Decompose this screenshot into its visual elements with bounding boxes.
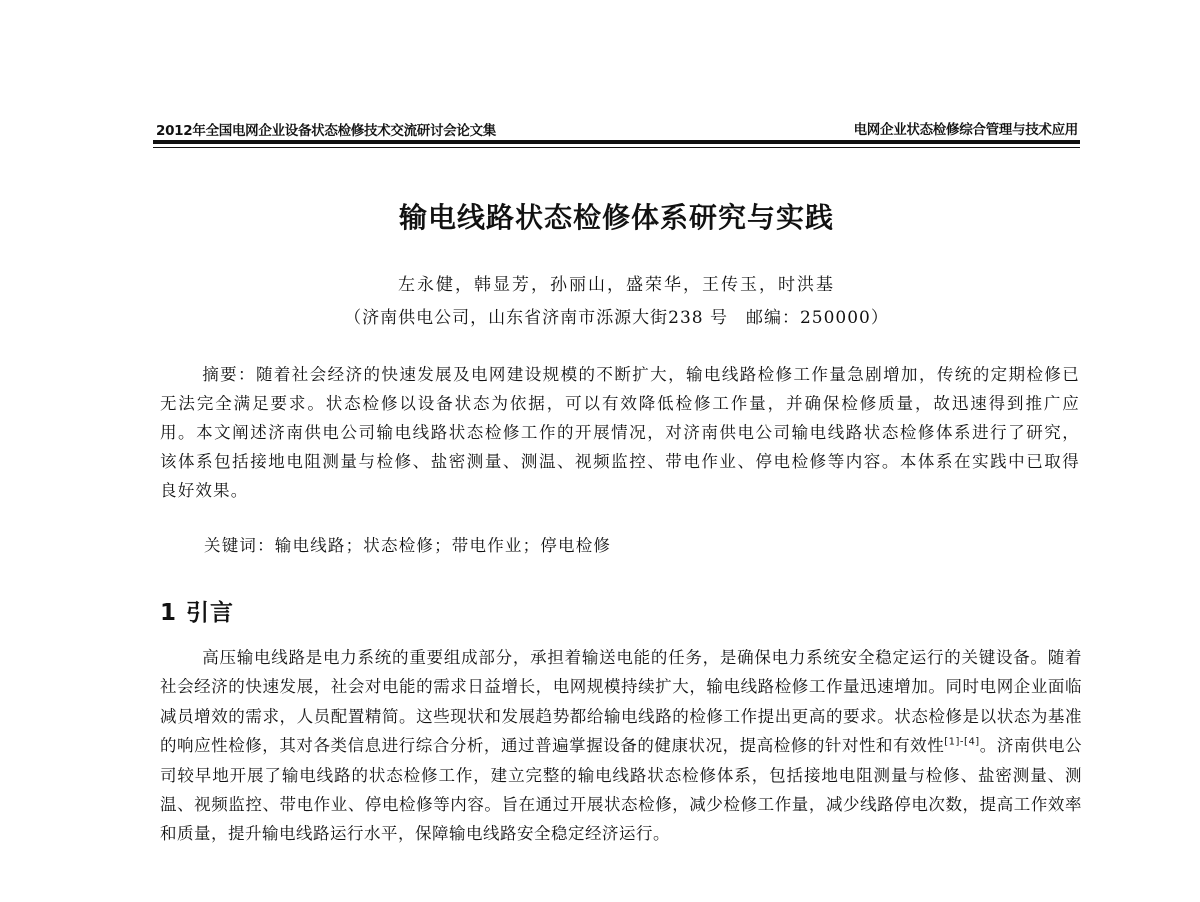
section-heading-introduction: 1 引言 bbox=[160, 600, 235, 626]
abstract bbox=[160, 360, 1080, 505]
citation-marker: [1]-[4] bbox=[944, 736, 980, 748]
introduction-text-part2: 。济南供电公司较早地开展了输电线路的状态检修工作，建立完整的输电线路状态检修体系，包括接地电阻测量与检修、盐密测量、测温、视频监控、带电作业、停电检修等内容。旨在通过开展状态检修，减少检修工作量，减少线路停电次数，提高工作效率和质量，提升输电线路运行水平，保障输电线路安全稳定经济运行。 bbox=[160, 736, 1083, 844]
header-section-title: 电网企业状态检修综合管理与技术应用 bbox=[853, 122, 1078, 138]
header-proceedings-title: 2012年全国电网企业设备状态检修技术交流研讨会论文集 bbox=[156, 123, 496, 139]
introduction-paragraph bbox=[160, 643, 1082, 849]
abstract-text: 摘要：随着社会经济的快速发展及电网建设规模的不断扩大，输电线路检修工作量急剧增加，传统的定期检修已无法完全满足要求。状态检修以设备状态为依据，可以有效降低检修工作量，并确保检修质量，故迅速得到推广应用。本文阐述济南供电公司输电线路状态检修工作的开展情况，对济南供电公司输电线路状态检修体系进行了研究，该体系包括接地电阻测量与检修、盐密测量、测温、视频监控、带电作业、停电检修等内容。本体系在实践中已取得良好效果。 bbox=[160, 365, 1080, 500]
paper-affiliation: （济南供电公司，山东省济南市泺源大街238 号 邮编：250000） bbox=[344, 308, 889, 328]
header-rule-thin bbox=[153, 147, 1080, 148]
keywords: 关键词：输电线路；状态检修；带电作业；停电检修 bbox=[204, 536, 612, 555]
header-rule-thick bbox=[153, 140, 1080, 144]
introduction-text-part1: 高压输电线路是电力系统的重要组成部分，承担着输送电能的任务，是确保电力系统安全稳定运行的关键设备。随着社会经济的快速发展，社会对电能的需求日益增长，电网规模持续扩大，输电线路检修工作量迅速增加。同时电网企业面临减员增效的需求，人员配置精简。这些现状和发展趋势都给输电线路的检修工作提出更高的要求。状态检修是以状态为基准的响应性检修，其对各类信息进行综合分析，通过普遍掌握设备的健康状况，提高检修的针对性和有效性 bbox=[160, 648, 1082, 756]
paper-authors: 左永健，韩显芳，孙丽山，盛荣华，王传玉，时洪基 bbox=[398, 275, 835, 295]
running-header bbox=[153, 117, 1080, 139]
paper-title: 输电线路状态检修体系研究与实践 bbox=[398, 201, 834, 234]
